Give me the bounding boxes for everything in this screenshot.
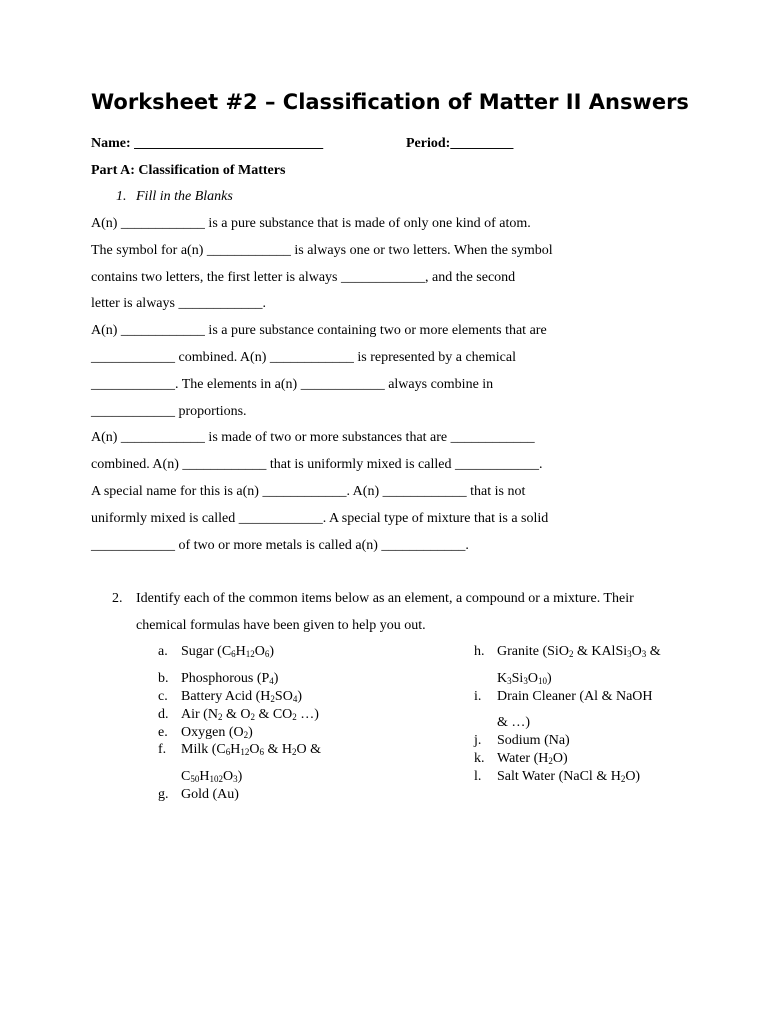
item-text: Air ($N_2$ & $O_2$ & $CO_2$ …) [181,707,319,722]
q1-line: ____________ of two or more metals is called a(n) ____________. [91,538,469,553]
item-text: Battery Acid $(H_2SO_4)$ [181,689,302,704]
q2-prompt-line: chemical formulas have been given to help you out. [136,618,426,633]
q1-number: 1. [116,189,127,204]
item-letter: c. [158,689,168,704]
list-item [158,786,239,804]
period-field-label: Period:_________ [406,136,514,151]
list-item-continuation: & …) [497,715,531,730]
q1-line: uniformly mixed is called ____________. A special type of mixture that is a solid [91,511,549,526]
q1-line: A(n) ____________ is a pure substance that is made of only one kind of atom. [91,216,531,231]
list-item [474,688,653,706]
item-text: Phosphorous $(P_4)$ [181,671,279,686]
name-field-label: Name: ___________________________ [91,136,324,151]
item-text: Gold (Au) [181,787,239,802]
q1-line: The symbol for a(n) ____________ is always one or two letters. When the symbol [91,243,553,258]
item-text: Drain Cleaner (Al & NaOH [497,689,653,704]
item-letter: g. [158,787,169,802]
list-item [158,643,274,661]
q1-line: A special name for this is a(n) ____________. A(n) ____________ that is not [91,484,526,499]
q1-line: combined. A(n) ____________ that is uniformly mixed is called ____________. [91,457,543,472]
item-letter: e. [158,725,168,740]
item-letter: i. [474,689,482,704]
item-letter: h. [474,644,485,659]
page-title: Worksheet #2 – Classification of Matter II Answers [91,90,689,114]
q1-label: Fill in the Blanks [136,189,233,204]
q2-prompt-line: Identify each of the common items below as an element, a compound or a mixture. Their [136,591,634,606]
item-letter: l. [474,769,482,784]
q2-number: 2. [112,591,123,606]
item-text: Granite (SiO$_2$ & $KAlSi_3O_3$ & [497,644,661,659]
list-item [158,724,253,742]
part-a-heading: Part A: Classification of Matters [91,163,286,178]
q1-line: letter is always ____________. [91,296,266,311]
item-text: Sodium (Na) [497,733,570,748]
q1-line: A(n) ____________ is made of two or more substances that are ____________ [91,430,535,445]
item-letter: k. [474,751,485,766]
q1-line: ____________ proportions. [91,404,247,419]
q1-line: ____________ combined. A(n) ____________ is represented by a chemical [91,350,516,365]
item-text: Water $(H_2O)$ [497,751,568,766]
q1-line: A(n) ____________ is a pure substance containing two or more elements that are [91,323,547,338]
item-letter: f. [158,742,167,757]
item-text: Milk ($C_6H_{12}O_6$ & $H_2O$ & [181,742,321,757]
item-letter: j. [474,733,482,748]
list-item [158,706,319,724]
item-text: Oxygen $(O_2)$ [181,725,253,740]
list-item [158,688,302,706]
item-letter: a. [158,644,168,659]
list-item-continuation: $C_{50}H_{102}O_3$) [181,769,243,784]
list-item [474,643,661,661]
list-item [474,732,570,750]
list-item [158,670,278,688]
item-letter: d. [158,707,169,722]
item-letter: b. [158,671,169,686]
list-item-continuation: $K_3Si_3O_{10}$) [497,671,552,686]
q1-line: contains two letters, the first letter is always ____________, and the second [91,270,516,285]
item-text: Sugar $(C_6H_{12}O_6)$ [181,644,275,659]
list-item [158,741,321,759]
list-item [474,768,640,786]
list-item [474,750,568,768]
item-text: Salt Water (NaCl & $H_2O$) [497,769,641,784]
q1-line: ____________. The elements in a(n) ____________ always combine in [91,377,494,392]
